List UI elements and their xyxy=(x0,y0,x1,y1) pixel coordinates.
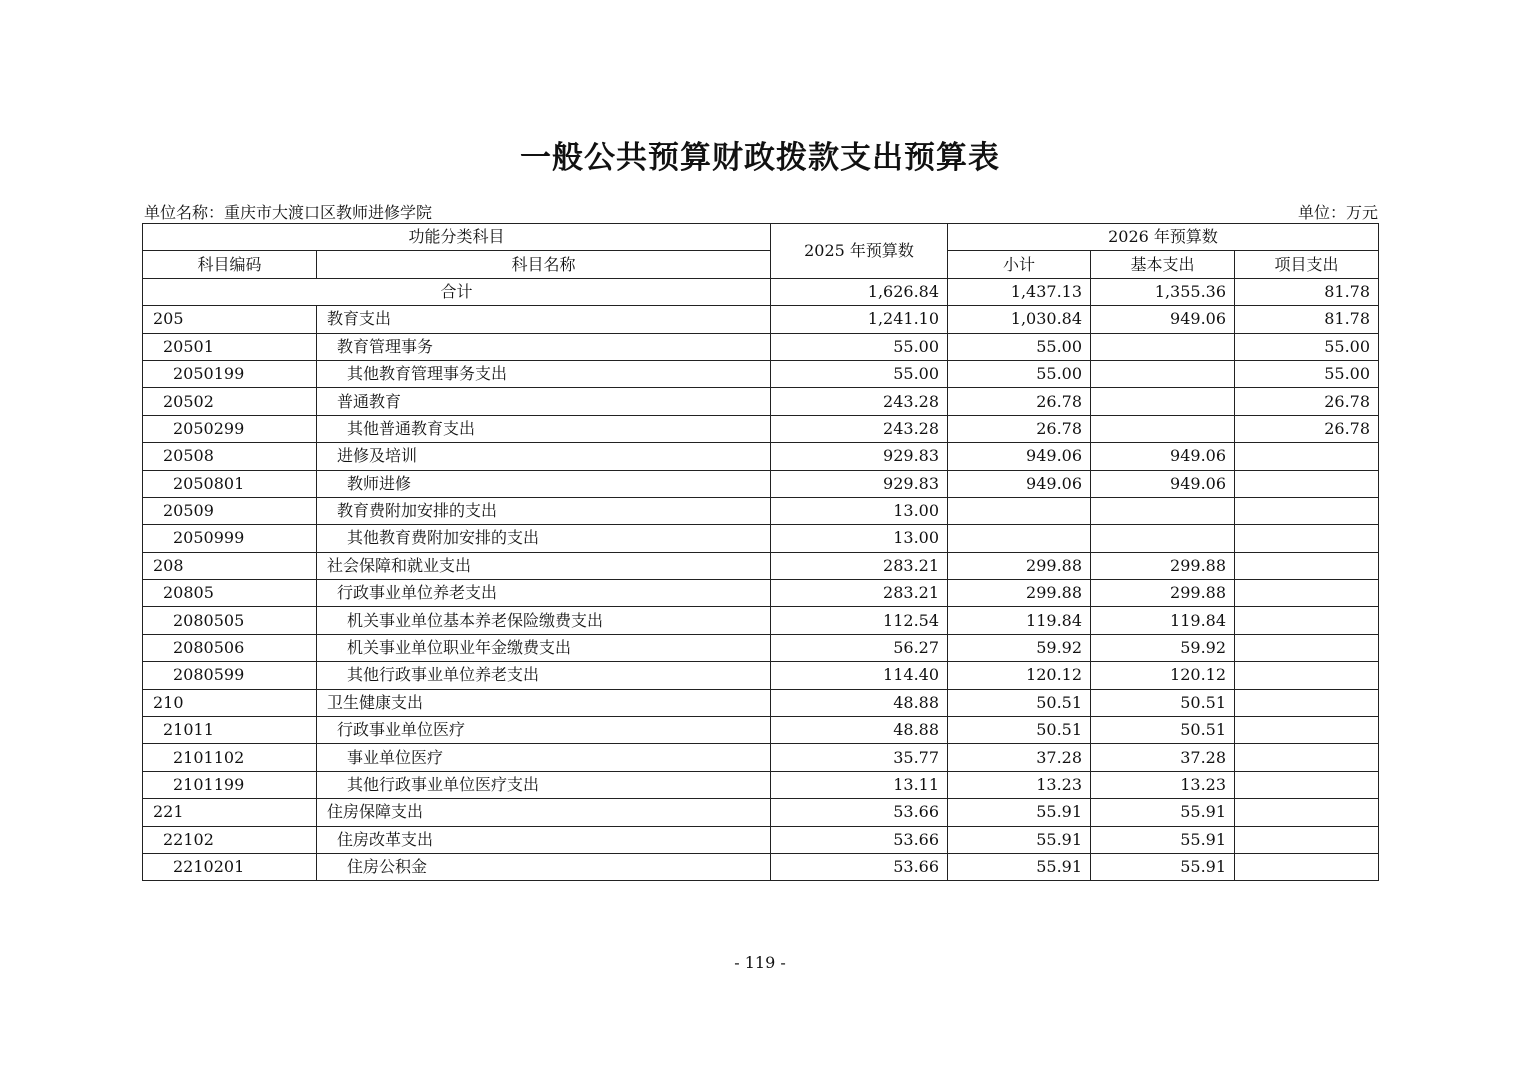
row-budget-2025: 13.00 xyxy=(771,497,948,524)
row-code: 2050299 xyxy=(143,415,317,442)
row-name: 普通教育 xyxy=(317,388,771,415)
table-row xyxy=(143,853,1379,880)
row-project: 26.78 xyxy=(1235,415,1379,442)
total-subtotal: 1,437.13 xyxy=(948,278,1091,305)
row-code: 210 xyxy=(143,689,317,716)
row-subtotal: 50.51 xyxy=(948,717,1091,744)
row-basic xyxy=(1091,415,1235,442)
row-subtotal: 37.28 xyxy=(948,744,1091,771)
table-row xyxy=(143,689,1379,716)
table-row xyxy=(143,306,1379,333)
table-row xyxy=(143,388,1379,415)
row-code: 22102 xyxy=(143,826,317,853)
row-basic: 55.91 xyxy=(1091,826,1235,853)
row-basic: 949.06 xyxy=(1091,306,1235,333)
row-subtotal: 1,030.84 xyxy=(948,306,1091,333)
row-project xyxy=(1235,771,1379,798)
row-subtotal: 55.00 xyxy=(948,333,1091,360)
row-code: 221 xyxy=(143,799,317,826)
table-row xyxy=(143,497,1379,524)
row-project xyxy=(1235,634,1379,661)
table-row xyxy=(143,415,1379,442)
row-name: 教育支出 xyxy=(317,306,771,333)
row-budget-2025: 48.88 xyxy=(771,689,948,716)
row-code: 20502 xyxy=(143,388,317,415)
row-name: 社会保障和就业支出 xyxy=(317,552,771,579)
row-project xyxy=(1235,443,1379,470)
row-code: 2080506 xyxy=(143,634,317,661)
row-name: 进修及培训 xyxy=(317,443,771,470)
row-budget-2025: 53.66 xyxy=(771,826,948,853)
row-subtotal: 119.84 xyxy=(948,607,1091,634)
row-code: 2101199 xyxy=(143,771,317,798)
row-budget-2025: 114.40 xyxy=(771,662,948,689)
row-subtotal: 55.00 xyxy=(948,360,1091,387)
header-project: 项目支出 xyxy=(1235,251,1379,278)
row-subtotal xyxy=(948,497,1091,524)
row-subtotal: 949.06 xyxy=(948,443,1091,470)
row-code: 2050199 xyxy=(143,360,317,387)
row-subtotal: 299.88 xyxy=(948,552,1091,579)
row-subtotal: 26.78 xyxy=(948,415,1091,442)
table-row xyxy=(143,717,1379,744)
row-project: 26.78 xyxy=(1235,388,1379,415)
row-name: 住房保障支出 xyxy=(317,799,771,826)
row-basic: 55.91 xyxy=(1091,799,1235,826)
row-code: 21011 xyxy=(143,717,317,744)
row-budget-2025: 929.83 xyxy=(771,443,948,470)
row-basic xyxy=(1091,333,1235,360)
row-subtotal xyxy=(948,525,1091,552)
row-basic xyxy=(1091,497,1235,524)
row-budget-2025: 243.28 xyxy=(771,388,948,415)
row-project xyxy=(1235,580,1379,607)
row-subtotal: 949.06 xyxy=(948,470,1091,497)
row-budget-2025: 243.28 xyxy=(771,415,948,442)
row-name: 其他教育管理事务支出 xyxy=(317,360,771,387)
total-label: 合计 xyxy=(143,278,771,305)
row-basic: 299.88 xyxy=(1091,580,1235,607)
row-budget-2025: 53.66 xyxy=(771,799,948,826)
row-name: 卫生健康支出 xyxy=(317,689,771,716)
page-title: 一般公共预算财政拨款支出预算表 xyxy=(520,140,1000,176)
row-basic xyxy=(1091,388,1235,415)
total-budget-2025: 1,626.84 xyxy=(771,278,948,305)
header-row-2 xyxy=(143,251,1379,278)
row-code: 2050801 xyxy=(143,470,317,497)
row-name: 其他行政事业单位养老支出 xyxy=(317,662,771,689)
row-basic: 50.51 xyxy=(1091,717,1235,744)
row-code: 208 xyxy=(143,552,317,579)
row-name: 其他普通教育支出 xyxy=(317,415,771,442)
total-project: 81.78 xyxy=(1235,278,1379,305)
row-name: 教育费附加安排的支出 xyxy=(317,497,771,524)
row-project xyxy=(1235,525,1379,552)
row-project xyxy=(1235,607,1379,634)
row-basic: 55.91 xyxy=(1091,853,1235,880)
header-budget-2026: 2026 年预算数 xyxy=(948,224,1379,251)
row-subtotal: 26.78 xyxy=(948,388,1091,415)
table-row xyxy=(143,360,1379,387)
header-function-category: 功能分类科目 xyxy=(143,224,771,251)
row-subtotal: 120.12 xyxy=(948,662,1091,689)
row-code: 20805 xyxy=(143,580,317,607)
row-name: 行政事业单位医疗 xyxy=(317,717,771,744)
row-budget-2025: 48.88 xyxy=(771,717,948,744)
row-budget-2025: 53.66 xyxy=(771,853,948,880)
row-budget-2025: 13.00 xyxy=(771,525,948,552)
row-basic xyxy=(1091,360,1235,387)
row-project xyxy=(1235,662,1379,689)
row-project xyxy=(1235,853,1379,880)
row-budget-2025: 283.21 xyxy=(771,580,948,607)
row-budget-2025: 56.27 xyxy=(771,634,948,661)
budget-table xyxy=(142,223,1379,881)
page-number: - 119 - xyxy=(734,953,786,972)
row-subtotal: 299.88 xyxy=(948,580,1091,607)
row-name: 事业单位医疗 xyxy=(317,744,771,771)
row-subtotal: 50.51 xyxy=(948,689,1091,716)
row-subtotal: 59.92 xyxy=(948,634,1091,661)
row-project xyxy=(1235,826,1379,853)
row-subtotal: 55.91 xyxy=(948,853,1091,880)
row-subtotal: 55.91 xyxy=(948,799,1091,826)
row-project: 55.00 xyxy=(1235,333,1379,360)
row-name: 教育管理事务 xyxy=(317,333,771,360)
row-budget-2025: 55.00 xyxy=(771,333,948,360)
total-basic: 1,355.36 xyxy=(1091,278,1235,305)
row-subtotal: 55.91 xyxy=(948,826,1091,853)
row-project xyxy=(1235,497,1379,524)
table-row xyxy=(143,662,1379,689)
row-budget-2025: 13.11 xyxy=(771,771,948,798)
table-row xyxy=(143,443,1379,470)
row-code: 2080599 xyxy=(143,662,317,689)
row-budget-2025: 283.21 xyxy=(771,552,948,579)
row-code: 2210201 xyxy=(143,853,317,880)
row-basic: 13.23 xyxy=(1091,771,1235,798)
table-row xyxy=(143,552,1379,579)
row-basic: 119.84 xyxy=(1091,607,1235,634)
unit-name: 单位名称：重庆市大渡口区教师进修学院 xyxy=(144,203,433,222)
row-code: 2050999 xyxy=(143,525,317,552)
row-code: 20509 xyxy=(143,497,317,524)
row-name: 行政事业单位养老支出 xyxy=(317,580,771,607)
table-row xyxy=(143,470,1379,497)
row-budget-2025: 929.83 xyxy=(771,470,948,497)
table-row xyxy=(143,333,1379,360)
row-subtotal: 13.23 xyxy=(948,771,1091,798)
row-name: 机关事业单位基本养老保险缴费支出 xyxy=(317,607,771,634)
header-name: 科目名称 xyxy=(317,251,771,278)
table-meta xyxy=(144,200,1378,222)
row-code: 205 xyxy=(143,306,317,333)
table-row xyxy=(143,771,1379,798)
row-basic: 120.12 xyxy=(1091,662,1235,689)
row-name: 教师进修 xyxy=(317,470,771,497)
row-basic: 299.88 xyxy=(1091,552,1235,579)
header-basic: 基本支出 xyxy=(1091,251,1235,278)
total-row xyxy=(143,278,1379,305)
header-row-1 xyxy=(143,224,1379,251)
row-code: 2101102 xyxy=(143,744,317,771)
row-name: 其他行政事业单位医疗支出 xyxy=(317,771,771,798)
row-basic: 949.06 xyxy=(1091,470,1235,497)
row-project xyxy=(1235,717,1379,744)
row-name: 住房公积金 xyxy=(317,853,771,880)
table-row xyxy=(143,826,1379,853)
row-project xyxy=(1235,470,1379,497)
header-code: 科目编码 xyxy=(143,251,317,278)
row-basic xyxy=(1091,525,1235,552)
header-budget-2025: 2025 年预算数 xyxy=(771,224,948,279)
unit-label: 单位：万元 xyxy=(1297,203,1378,222)
row-project xyxy=(1235,799,1379,826)
row-project xyxy=(1235,744,1379,771)
row-project: 55.00 xyxy=(1235,360,1379,387)
row-name: 其他教育费附加安排的支出 xyxy=(317,525,771,552)
row-basic: 37.28 xyxy=(1091,744,1235,771)
row-basic: 59.92 xyxy=(1091,634,1235,661)
row-name: 机关事业单位职业年金缴费支出 xyxy=(317,634,771,661)
row-budget-2025: 35.77 xyxy=(771,744,948,771)
row-project xyxy=(1235,689,1379,716)
row-code: 20508 xyxy=(143,443,317,470)
table-row xyxy=(143,744,1379,771)
table-row xyxy=(143,634,1379,661)
table-row xyxy=(143,580,1379,607)
row-basic: 50.51 xyxy=(1091,689,1235,716)
row-basic: 949.06 xyxy=(1091,443,1235,470)
table-row xyxy=(143,525,1379,552)
table-row xyxy=(143,799,1379,826)
row-budget-2025: 55.00 xyxy=(771,360,948,387)
row-budget-2025: 1,241.10 xyxy=(771,306,948,333)
table-row xyxy=(143,607,1379,634)
header-subtotal: 小计 xyxy=(948,251,1091,278)
row-name: 住房改革支出 xyxy=(317,826,771,853)
row-budget-2025: 112.54 xyxy=(771,607,948,634)
row-code: 2080505 xyxy=(143,607,317,634)
row-code: 20501 xyxy=(143,333,317,360)
row-project xyxy=(1235,552,1379,579)
row-project: 81.78 xyxy=(1235,306,1379,333)
